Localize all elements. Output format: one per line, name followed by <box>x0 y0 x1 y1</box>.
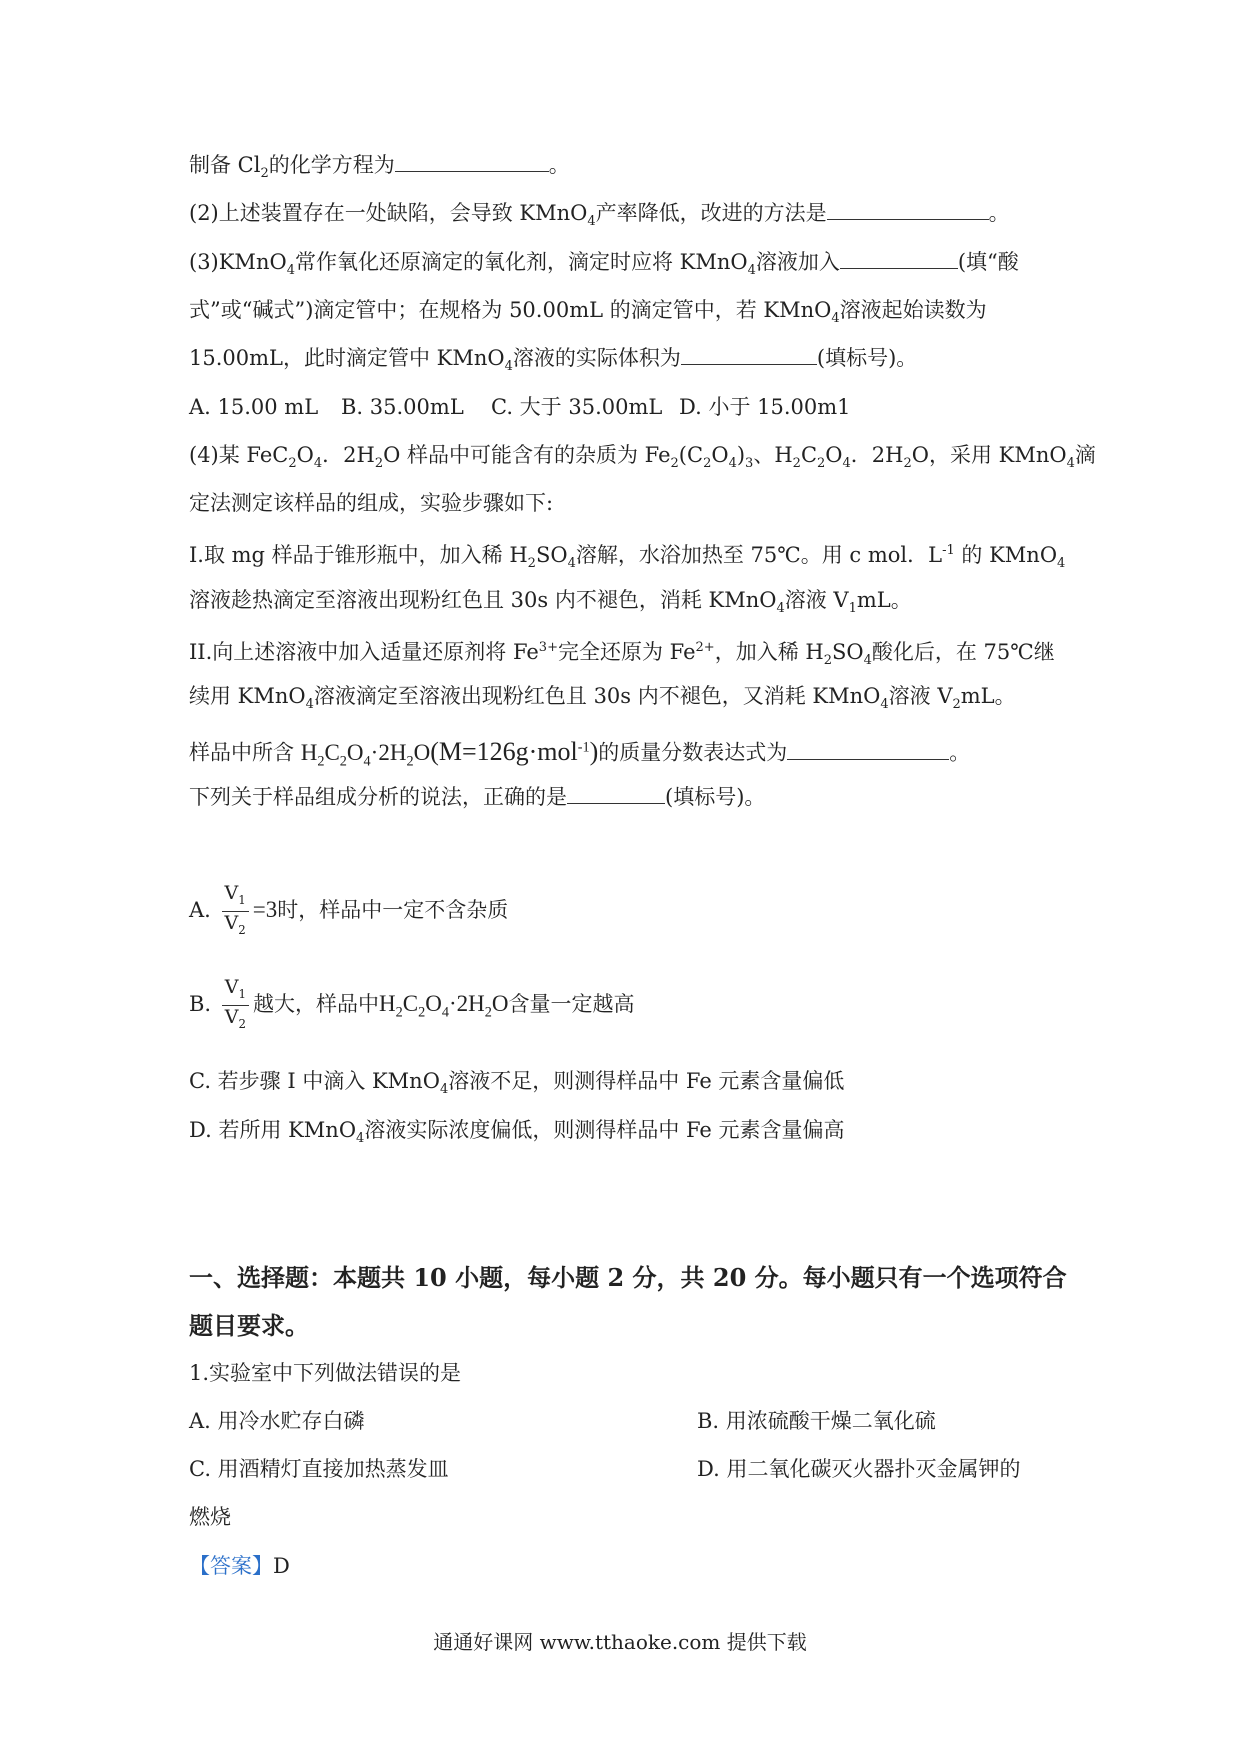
oxalic-acid-formula: $H_2C_2O_4\cdot 2H_2O(M=126g\cdot mol^{-1})$ <box>300 736 599 770</box>
step-1-line-2: 溶液趁热滴定至溶液出现粉红色且 30s 内不褪色，消耗 KMnO$_4$溶液 $V_1mL$。 <box>189 588 912 617</box>
question-3-line-2: 式”或“碱式”)滴定管中；在规格为 50.00mL 的滴定管中，若 KMnO$_4$溶液起始读数为 <box>189 298 987 327</box>
mass-fraction-question: 样品中所含 $H_2C_2O_4\cdot 2H_2O(M=126g\cdot mol^{-1})$的质量分数表达式为 。 <box>189 736 971 770</box>
v1-over-v2-fraction: $\frac{V_1}{V_2}$ <box>222 976 249 1035</box>
step-1-line-1: I.取 mg 样品于锥形瓶中，加入稀 $H_2SO_4$溶解，水浴加热至 75℃。用 c mol．$L^{-1}$ 的 KMnO$_4$ <box>189 543 1066 572</box>
v1-over-v2-fraction: $\frac{V_1}{V_2}$ <box>222 882 249 941</box>
question-4-line-2: 定法测定该样品的组成，实验步骤如下: <box>189 491 554 515</box>
answer-blank[interactable] <box>681 344 817 365</box>
answer-tag: 【答案】 <box>189 1554 273 1578</box>
question-3-line-1: (3)KMnO$_4$常作氧化还原滴定的氧化剂，滴定时应将 KMnO$_4$溶液加入 (填“酸 <box>189 250 1019 279</box>
option-b[interactable]: B. 35.00mL <box>341 395 464 419</box>
option-c-statement[interactable]: C. 若步骤 I 中滴入 KMnO$_4$溶液不足，则测得样品中 Fe 元素含量偏低 <box>189 1069 845 1098</box>
step-2-line-2: 续用 KMnO$_4$溶液滴定至溶液出现粉红色且 30s 内不褪色，又消耗 KMnO$_4$溶液 $V_2mL$。 <box>189 684 1016 713</box>
q1-answer <box>189 1551 290 1581</box>
option-a[interactable]: A. 15.00 mL <box>189 395 319 419</box>
section-heading-line-2: 题目要求。 <box>189 1311 309 1340</box>
option-a-statement[interactable]: A. $\frac{V_1}{V_2}$ =3时，样品中一定不含杂质 <box>189 882 508 941</box>
analysis-question: 下列关于样品组成分析的说法，正确的是 (填标号)。 <box>189 785 766 809</box>
page-footer: 通通好课网 www.tthaoke.com 提供下载 <box>433 1630 807 1654</box>
q1-option-c[interactable]: C. 用酒精灯直接加热蒸发皿 <box>189 1457 449 1481</box>
question-1-stem: 1.实验室中下列做法错误的是 <box>189 1361 462 1385</box>
question-2: (2)上述装置存在一处缺陷，会导致 KMnO$_4$产率降低，改进的方法是 。 <box>189 201 1010 230</box>
question-4-line-1: (4)某 $FeC_2O_4$．$2H_2O$ 样品中可能含有的杂质为 $Fe_2(C_2O_4)_3$、$H_2C_2O_4$．$2H_2O$，采用 KMnO$_4$滴 <box>189 443 1096 472</box>
option-d-statement[interactable]: D. 若所用 KMnO$_4$溶液实际浓度偏低，则测得样品中 Fe 元素含量偏高 <box>189 1118 845 1147</box>
q1-option-a[interactable]: A. 用冷水贮存白磷 <box>189 1409 365 1433</box>
section-heading-line-1: 一、选择题：本题共 10 小题，每小题 2 分，共 20 分。每小题只有一个选项符合 <box>189 1263 1067 1292</box>
answer-value: D <box>273 1554 290 1578</box>
q1-option-d-continued: 燃烧 <box>189 1505 231 1529</box>
line-cl2-equation: 制备 $Cl_2$的化学方程为 。 <box>189 153 570 182</box>
q1-option-d[interactable]: D. 用二氧化碳灭火器扑灭金属钾的 <box>697 1457 1021 1481</box>
answer-blank[interactable] <box>840 248 958 269</box>
step-2-line-1: II.向上述溶液中加入适量还原剂将 $Fe^{3+}$完全还原为 $Fe^{2+}$，加入稀 $H_2SO_4$酸化后，在 75℃继 <box>189 640 1055 669</box>
option-d[interactable]: D. 小于 15.00m1 <box>679 395 851 419</box>
answer-blank[interactable] <box>567 783 665 804</box>
answer-blank[interactable] <box>395 151 549 172</box>
question-3-line-3: 15.00mL，此时滴定管中 KMnO$_4$溶液的实际体积为 (填标号)。 <box>189 346 918 375</box>
q1-option-b[interactable]: B. 用浓硫酸干燥二氧化硫 <box>697 1409 936 1433</box>
option-c[interactable]: C. 大于 35.00mL <box>491 395 663 419</box>
option-b-statement[interactable]: B. $\frac{V_1}{V_2}$ 越大，样品中$H_2C_2O_4\cdot 2H_2O$含量一定越高 <box>189 976 635 1041</box>
oxalic-acid-formula: $H_2C_2O_4\cdot 2H_2O$ <box>379 991 509 1021</box>
answer-blank[interactable] <box>787 739 949 760</box>
answer-blank[interactable] <box>827 199 989 220</box>
